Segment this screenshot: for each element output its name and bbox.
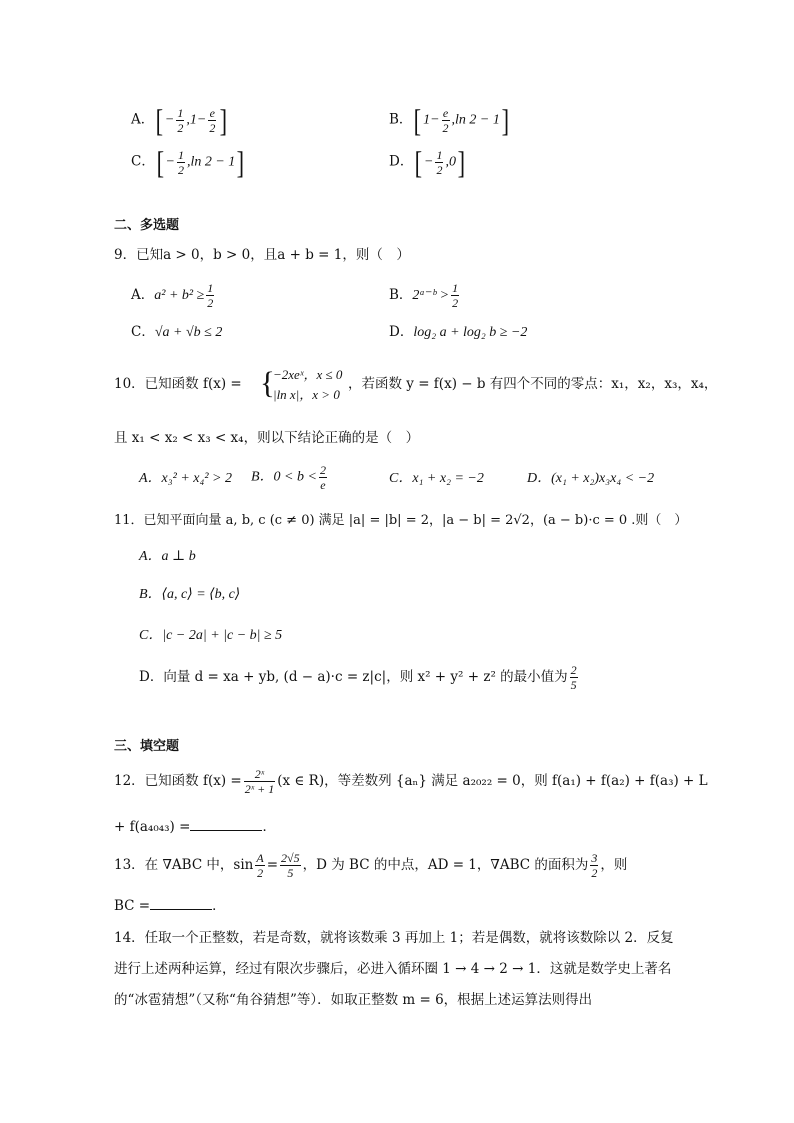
q8-option-b: B．[ 1− $\frac{e}{2}$ ,ln 2 − 1] bbox=[389, 102, 509, 138]
fraction: $\frac{e}{2}$ bbox=[209, 105, 216, 135]
fraction: $\frac{1}{2}$ bbox=[177, 147, 184, 177]
q12-stem-line-2: + f(a₄₀₄₃) = ． bbox=[114, 819, 276, 835]
fraction: $\frac{\text{2ˣ}}{\text{2ˣ + 1}}$ bbox=[244, 767, 275, 796]
fraction: $\frac{2}{5}$ bbox=[570, 663, 577, 692]
q11-stem: 11．已知平面向量 a, b, c (c ≠ 0) 满足 |a| = |b| = 2，|a − b| = 2√2，(a − b)·c = 0 .则（ ） bbox=[114, 513, 688, 528]
q8-option-d: D．[ − $\frac{1}{2}$ ,0] bbox=[389, 144, 465, 180]
q10-option-a: A．x₃² + x₄² > 2 bbox=[139, 471, 233, 486]
fraction: $\frac{2}{e}$ bbox=[319, 463, 326, 492]
answer-blank[interactable] bbox=[150, 897, 212, 910]
q10-option-d: D．(x₁ + x₂)x₃x₄ < −2 bbox=[527, 471, 655, 486]
q10-case-2: |ln x|，x > 0 bbox=[273, 387, 340, 402]
q11-option-c: C．|c − 2a| + |c − b| ≥ 5 bbox=[139, 628, 283, 643]
fraction: $\frac{2√5}{5}$ bbox=[281, 851, 300, 880]
q11-option-b: B．⟨a, c⟩ = ⟨b, c⟩ bbox=[139, 587, 241, 602]
q10-stem-prefix: 10．已知函数 f(x) = bbox=[114, 376, 242, 392]
q14-line-3: 的“冰雹猜想”（又称“角谷猜想”等）．如取正整数 m = 6，根据上述运算法则得出 bbox=[114, 992, 593, 1008]
fraction: $\frac{3}{2}$ bbox=[591, 851, 598, 880]
q14-line-1: 14．任取一个正整数，若是奇数，就将该数乘 3 再加上 1；若是偶数，就将该数除以 2．反复 bbox=[114, 930, 674, 946]
q14-line-2: 进行上述两种运算，经过有限次步骤后，必进入循环圈 1 → 4 → 2 → 1．这就是数学史上著名 bbox=[114, 961, 672, 977]
q12-stem: 12．已知函数 f(x) = $\frac{\text{2ˣ}}{\text{2ˣ + 1}}$ (x ∈ R)，等差数列 {aₙ} 满足 a₂₀₂₂ = 0，则 f(a₁) + f(a₂) + f(a₃) + L bbox=[114, 767, 708, 796]
q10-stem-line-2: 且 x₁ < x₂ < x₃ < x₄，则以下结论正确的是（ ） bbox=[114, 430, 420, 446]
q13-stem-line-2: BC = ． bbox=[114, 898, 226, 914]
q9-stem: 9．已知a > 0，b > 0，且a + b = 1，则（ ） bbox=[114, 247, 410, 263]
q9-option-d: D．log₂ a + log₂ b ≥ −2 bbox=[389, 324, 528, 340]
fraction: $\frac{1}{2}$ bbox=[177, 105, 184, 135]
fraction: $\frac{1}{2}$ bbox=[452, 281, 459, 310]
q9-option-b: B．2ᵃ⁻ᵇ > $\frac{1}{2}$ bbox=[389, 281, 459, 310]
q11-option-d: D．向量 d = xa + yb, (d − a)·c = z|c|，则 x² + y² + z² 的最小值为 $\frac{2}{5}$ bbox=[139, 663, 577, 692]
section-title-multiple-choice: 二、多选题 bbox=[114, 218, 180, 233]
q8-option-c: C．[ − $\frac{1}{2}$ ,ln 2 − 1] bbox=[131, 144, 245, 180]
fraction: $\frac{e}{2}$ bbox=[442, 105, 449, 135]
piecewise-brace: { bbox=[260, 365, 275, 400]
q8-option-a: A．[ − $\frac{1}{2}$ ,1− $\frac{e}{2}$ ] bbox=[131, 102, 228, 138]
q10-option-c: C．x₁ + x₂ = −2 bbox=[389, 471, 484, 486]
q9-option-a: A．a² + b² ≥ $\frac{1}{2}$ bbox=[131, 281, 214, 310]
q10-option-b: B．0 < b < $\frac{2}{e}$ bbox=[251, 463, 326, 492]
q13-stem: 13．在 ∇ABC 中，sin $\frac{A}{2}$ = $\frac{2√5}{5}$ ，D 为 BC 的中点，AD = 1，∇ABC 的面积为 $\frac{3}{2}$ ，则 bbox=[114, 851, 628, 880]
fraction: $\frac{1}{2}$ bbox=[207, 281, 214, 310]
answer-blank[interactable] bbox=[190, 818, 262, 831]
fraction: $\frac{A}{2}$ bbox=[256, 851, 264, 880]
q10-case-1: −2xeˣ，x ≤ 0 bbox=[273, 367, 343, 382]
section-title-fill-blank: 三、填空题 bbox=[114, 739, 180, 754]
q10-stem-suffix: ，若函数 y = f(x) − b 有四个不同的零点：x₁，x₂，x₃，x₄， bbox=[348, 376, 718, 392]
q9-option-c: C．√a + √b ≤ 2 bbox=[131, 324, 223, 340]
q11-option-a: A．a ⊥ b bbox=[139, 549, 196, 564]
fraction: $\frac{1}{2}$ bbox=[436, 147, 443, 177]
